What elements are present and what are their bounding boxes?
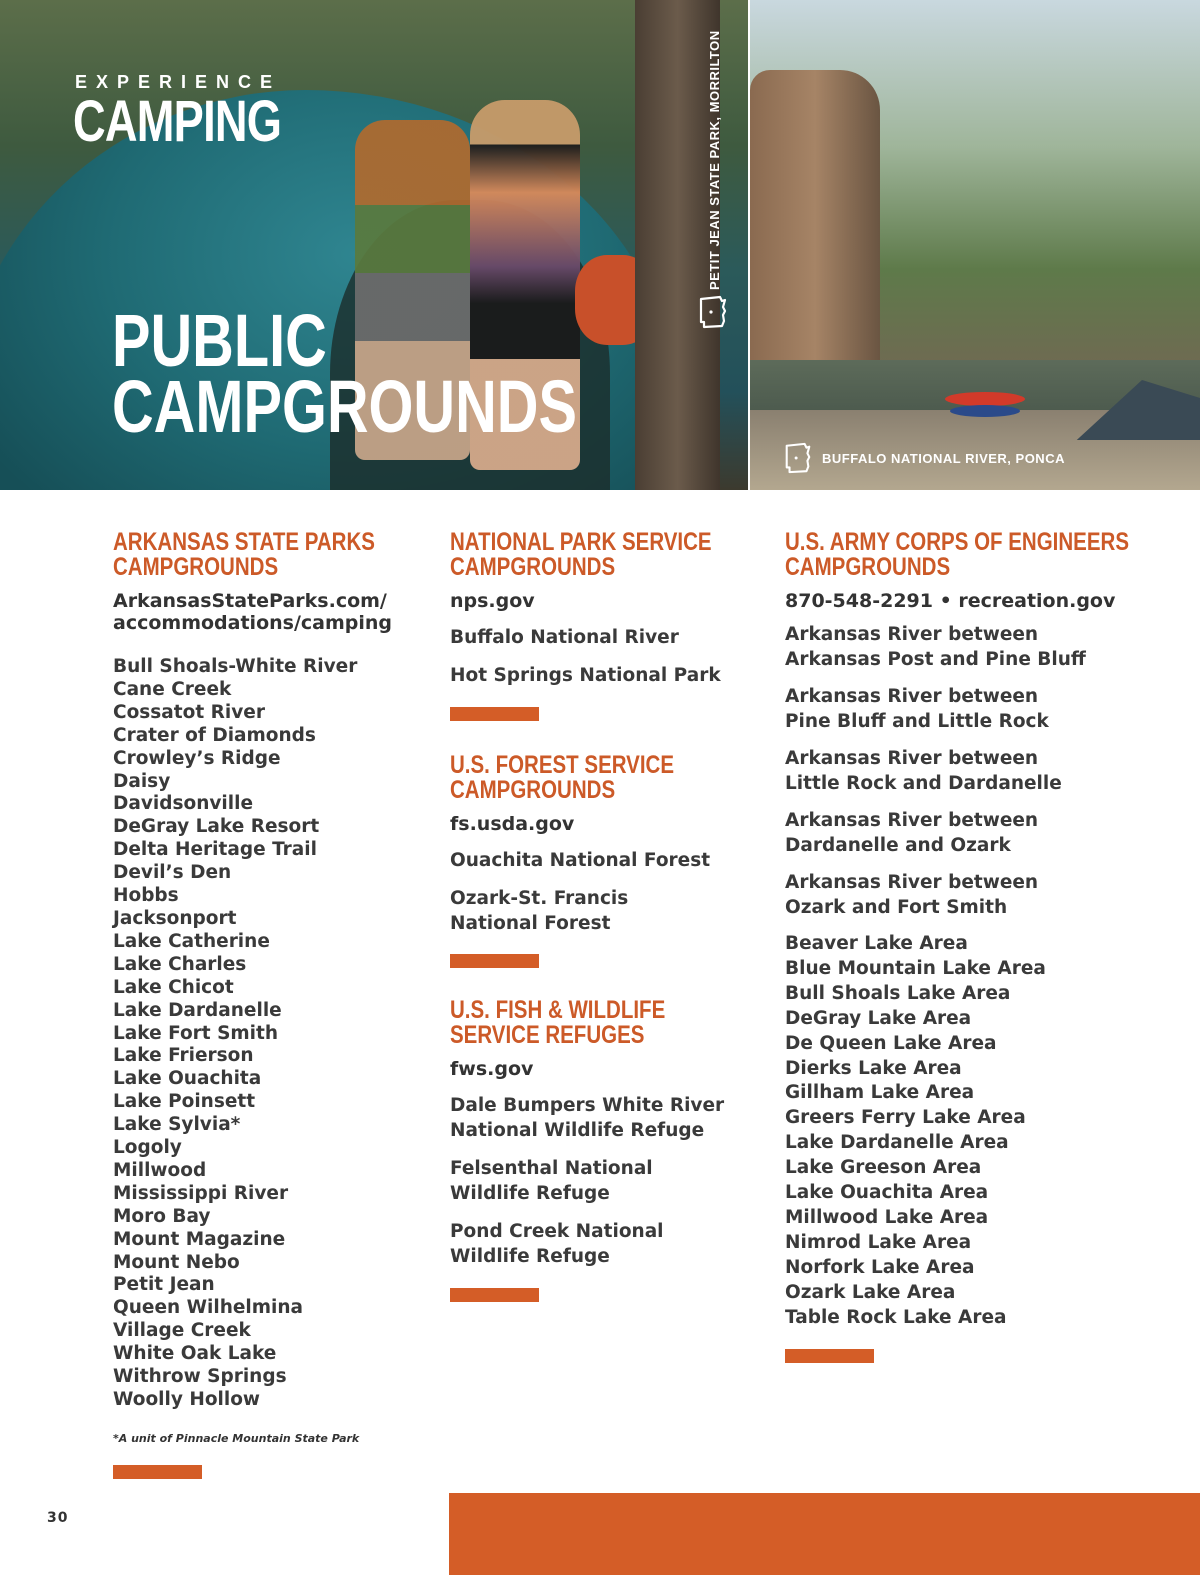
accent-bar: [450, 1288, 539, 1302]
river-segment-entry: [785, 870, 1165, 920]
lake-area-item: Greers Ferry Lake Area: [785, 1107, 1026, 1129]
photo-caption-text: BUFFALO NATIONAL RIVER, PONCA: [822, 450, 1065, 466]
nps-website-link[interactable]: nps.gov: [450, 590, 535, 612]
heading-line: NATIONAL PARK SERVICE: [450, 528, 712, 556]
state-park-item: Lake Ouachita: [113, 1068, 262, 1090]
entry-line: Wildlife Refuge: [450, 1183, 610, 1204]
state-parks-website-link[interactable]: [113, 590, 433, 634]
lake-area-item: Bull Shoals Lake Area: [785, 982, 1011, 1004]
bluff-shape: [750, 70, 880, 390]
heading-line: SERVICE REFUGES: [450, 1021, 645, 1049]
heading-line: U.S. FISH & WILDLIFE: [450, 996, 666, 1024]
nps-heading: [450, 530, 778, 580]
state-park-item: Jacksonport: [113, 907, 237, 929]
page-title: [112, 299, 577, 448]
entry-line: Arkansas River between: [785, 748, 1039, 769]
entry-line: Pond Creek National: [450, 1221, 664, 1242]
kayak-shape: [950, 405, 1020, 417]
arkansas-state-icon: [782, 442, 814, 474]
entry-line: National Wildlife Refuge: [450, 1120, 705, 1141]
entry-line: Ozark and Fort Smith: [785, 897, 1008, 918]
state-park-item: Lake Catherine: [113, 930, 270, 952]
state-park-item: Woolly Hollow: [113, 1389, 261, 1410]
heading-line: U.S. ARMY CORPS OF ENGINEERS: [785, 528, 1130, 556]
arkansas-state-icon: [698, 295, 728, 329]
entry-line: Ouachita National Forest: [450, 850, 711, 871]
state-park-item: DeGray Lake Resort: [113, 816, 320, 838]
section-title: CAMPING: [73, 89, 282, 154]
state-park-item: Moro Bay: [113, 1205, 211, 1227]
lake-area-item: Millwood Lake Area: [785, 1206, 989, 1228]
river-segment-entry: [785, 808, 1165, 858]
state-park-item: Withrow Springs: [113, 1366, 287, 1388]
lake-area-item: DeGray Lake Area: [785, 1007, 972, 1029]
page-title-line: PUBLIC: [112, 299, 327, 382]
photo-caption-text: PETIT JEAN STATE PARK, MORRILTON: [707, 30, 722, 290]
footnote: *A unit of Pinnacle Mountain State Park: [113, 1431, 360, 1445]
footer-accent-block: [449, 1493, 1200, 1575]
state-park-item: Lake Frierson: [113, 1045, 254, 1067]
state-park-item: Logoly: [113, 1137, 182, 1159]
heading-line: ARKANSAS STATE PARKS: [113, 528, 375, 556]
state-park-item: Mount Nebo: [113, 1251, 240, 1273]
heading-line: CAMPGROUNDS: [785, 553, 951, 581]
state-park-item: Village Creek: [113, 1320, 251, 1342]
photo-caption-left: [700, 30, 730, 330]
state-park-item: Davidsonville: [113, 793, 254, 815]
entry-line: Arkansas River between: [785, 624, 1039, 645]
entry-line: Wildlife Refuge: [450, 1246, 610, 1267]
campground-entry: [450, 848, 770, 873]
fish-wildlife-website-link[interactable]: fws.gov: [450, 1058, 534, 1080]
accent-bar: [450, 954, 539, 968]
state-parks-column: [113, 530, 433, 1479]
state-park-item: Lake Charles: [113, 953, 247, 975]
army-corps-column: [785, 530, 1165, 1363]
entry-line: Dale Bumpers White River: [450, 1095, 725, 1116]
state-park-item: White Oak Lake: [113, 1343, 277, 1365]
accent-bar: [113, 1465, 202, 1479]
lake-area-item: De Queen Lake Area: [785, 1032, 997, 1054]
lake-area-item: Lake Dardanelle Area: [785, 1132, 1009, 1154]
state-park-item: Lake Chicot: [113, 976, 234, 998]
lake-area-item: Gillham Lake Area: [785, 1082, 975, 1104]
entry-line: Felsenthal National: [450, 1158, 653, 1179]
lake-area-item: Norfork Lake Area: [785, 1256, 975, 1278]
state-parks-list: [113, 656, 433, 1412]
section-eyebrow: EXPERIENCE: [75, 72, 282, 92]
state-park-item: Devil’s Den: [113, 862, 232, 884]
heading-line: CAMPGROUNDS: [450, 553, 616, 581]
river-segment-entry: [785, 684, 1165, 734]
state-park-item: Lake Fort Smith: [113, 1022, 279, 1044]
kayak-shape: [945, 392, 1025, 406]
state-park-item: Mississippi River: [113, 1182, 289, 1204]
lake-area-item: Nimrod Lake Area: [785, 1231, 972, 1253]
state-park-item: Daisy: [113, 770, 171, 792]
link-line: ArkansasStateParks.com/: [113, 590, 387, 612]
link-line: accommodations/camping: [113, 612, 393, 634]
campground-entry: [450, 886, 770, 936]
entry-line: Ozark-St. Francis: [450, 888, 629, 909]
heading-line: CAMPGROUNDS: [450, 776, 616, 804]
campground-entry: [450, 1156, 770, 1206]
campground-entry: [450, 1219, 770, 1269]
state-parks-heading: [113, 530, 441, 580]
army-corps-heading: [785, 530, 1175, 580]
state-park-item: Bull Shoals-White River: [113, 656, 358, 677]
river-segments-list: [785, 622, 1165, 920]
state-park-item: Hobbs: [113, 885, 179, 907]
lake-area-item: Beaver Lake Area: [785, 933, 968, 954]
state-park-item: Cane Creek: [113, 678, 232, 700]
page-title-line: CAMPGROUNDS: [112, 365, 577, 448]
campground-entry: Hot Springs National Park: [450, 665, 721, 686]
lake-area-item: Lake Greeson Area: [785, 1157, 982, 1179]
state-park-item: Lake Poinsett: [113, 1091, 256, 1113]
fish-wildlife-heading: [450, 998, 778, 1048]
state-park-item: Crater of Diamonds: [113, 724, 316, 746]
entry-line: Pine Bluff and Little Rock: [785, 711, 1049, 732]
entry-line: Dardanelle and Ozark: [785, 835, 1011, 856]
state-park-item: Delta Heritage Trail: [113, 839, 317, 861]
campground-entry: Buffalo National River: [450, 627, 679, 648]
entry-line: National Forest: [450, 913, 611, 934]
page-number: 30: [47, 1510, 69, 1526]
heading-line: U.S. FOREST SERVICE: [450, 751, 675, 779]
accent-bar: [785, 1349, 874, 1363]
state-park-item: Queen Wilhelmina: [113, 1297, 304, 1319]
state-park-item: Millwood: [113, 1159, 207, 1181]
entry-line: Arkansas River between: [785, 872, 1039, 893]
accent-bar: [450, 707, 539, 721]
campground-entry: [450, 1093, 770, 1143]
entry-line: Arkansas River between: [785, 810, 1039, 831]
lake-area-item: Blue Mountain Lake Area: [785, 957, 1046, 979]
river-segment-entry: [785, 746, 1165, 796]
state-park-item: Lake Dardanelle: [113, 999, 282, 1021]
photo-river-camp: [750, 0, 1200, 490]
lake-area-item: Lake Ouachita Area: [785, 1182, 989, 1204]
forest-service-heading: [450, 753, 778, 803]
state-park-item: Crowley’s Ridge: [113, 747, 281, 769]
state-park-item: Petit Jean: [113, 1274, 215, 1296]
lake-areas-list: [785, 932, 1165, 1331]
hero-banner: [0, 0, 1200, 490]
entry-line: Little Rock and Dardanelle: [785, 773, 1062, 794]
federal-agencies-column: [450, 530, 770, 1302]
river-segment-entry: [785, 622, 1165, 672]
photo-caption-right: [782, 442, 1065, 474]
entry-line: Arkansas Post and Pine Bluff: [785, 649, 1086, 670]
state-park-item: Lake Sylvia*: [113, 1114, 241, 1136]
lake-area-item: Table Rock Lake Area: [785, 1306, 1007, 1328]
forest-service-website-link[interactable]: fs.usda.gov: [450, 813, 575, 835]
lake-area-item: Dierks Lake Area: [785, 1057, 962, 1079]
heading-line: CAMPGROUNDS: [113, 553, 279, 581]
state-park-item: Mount Magazine: [113, 1228, 286, 1250]
lake-area-item: Ozark Lake Area: [785, 1281, 956, 1303]
entry-line: Arkansas River between: [785, 686, 1039, 707]
army-corps-contact-link[interactable]: 870-548-2291 • recreation.gov: [785, 590, 1116, 612]
state-park-item: Cossatot River: [113, 701, 265, 723]
